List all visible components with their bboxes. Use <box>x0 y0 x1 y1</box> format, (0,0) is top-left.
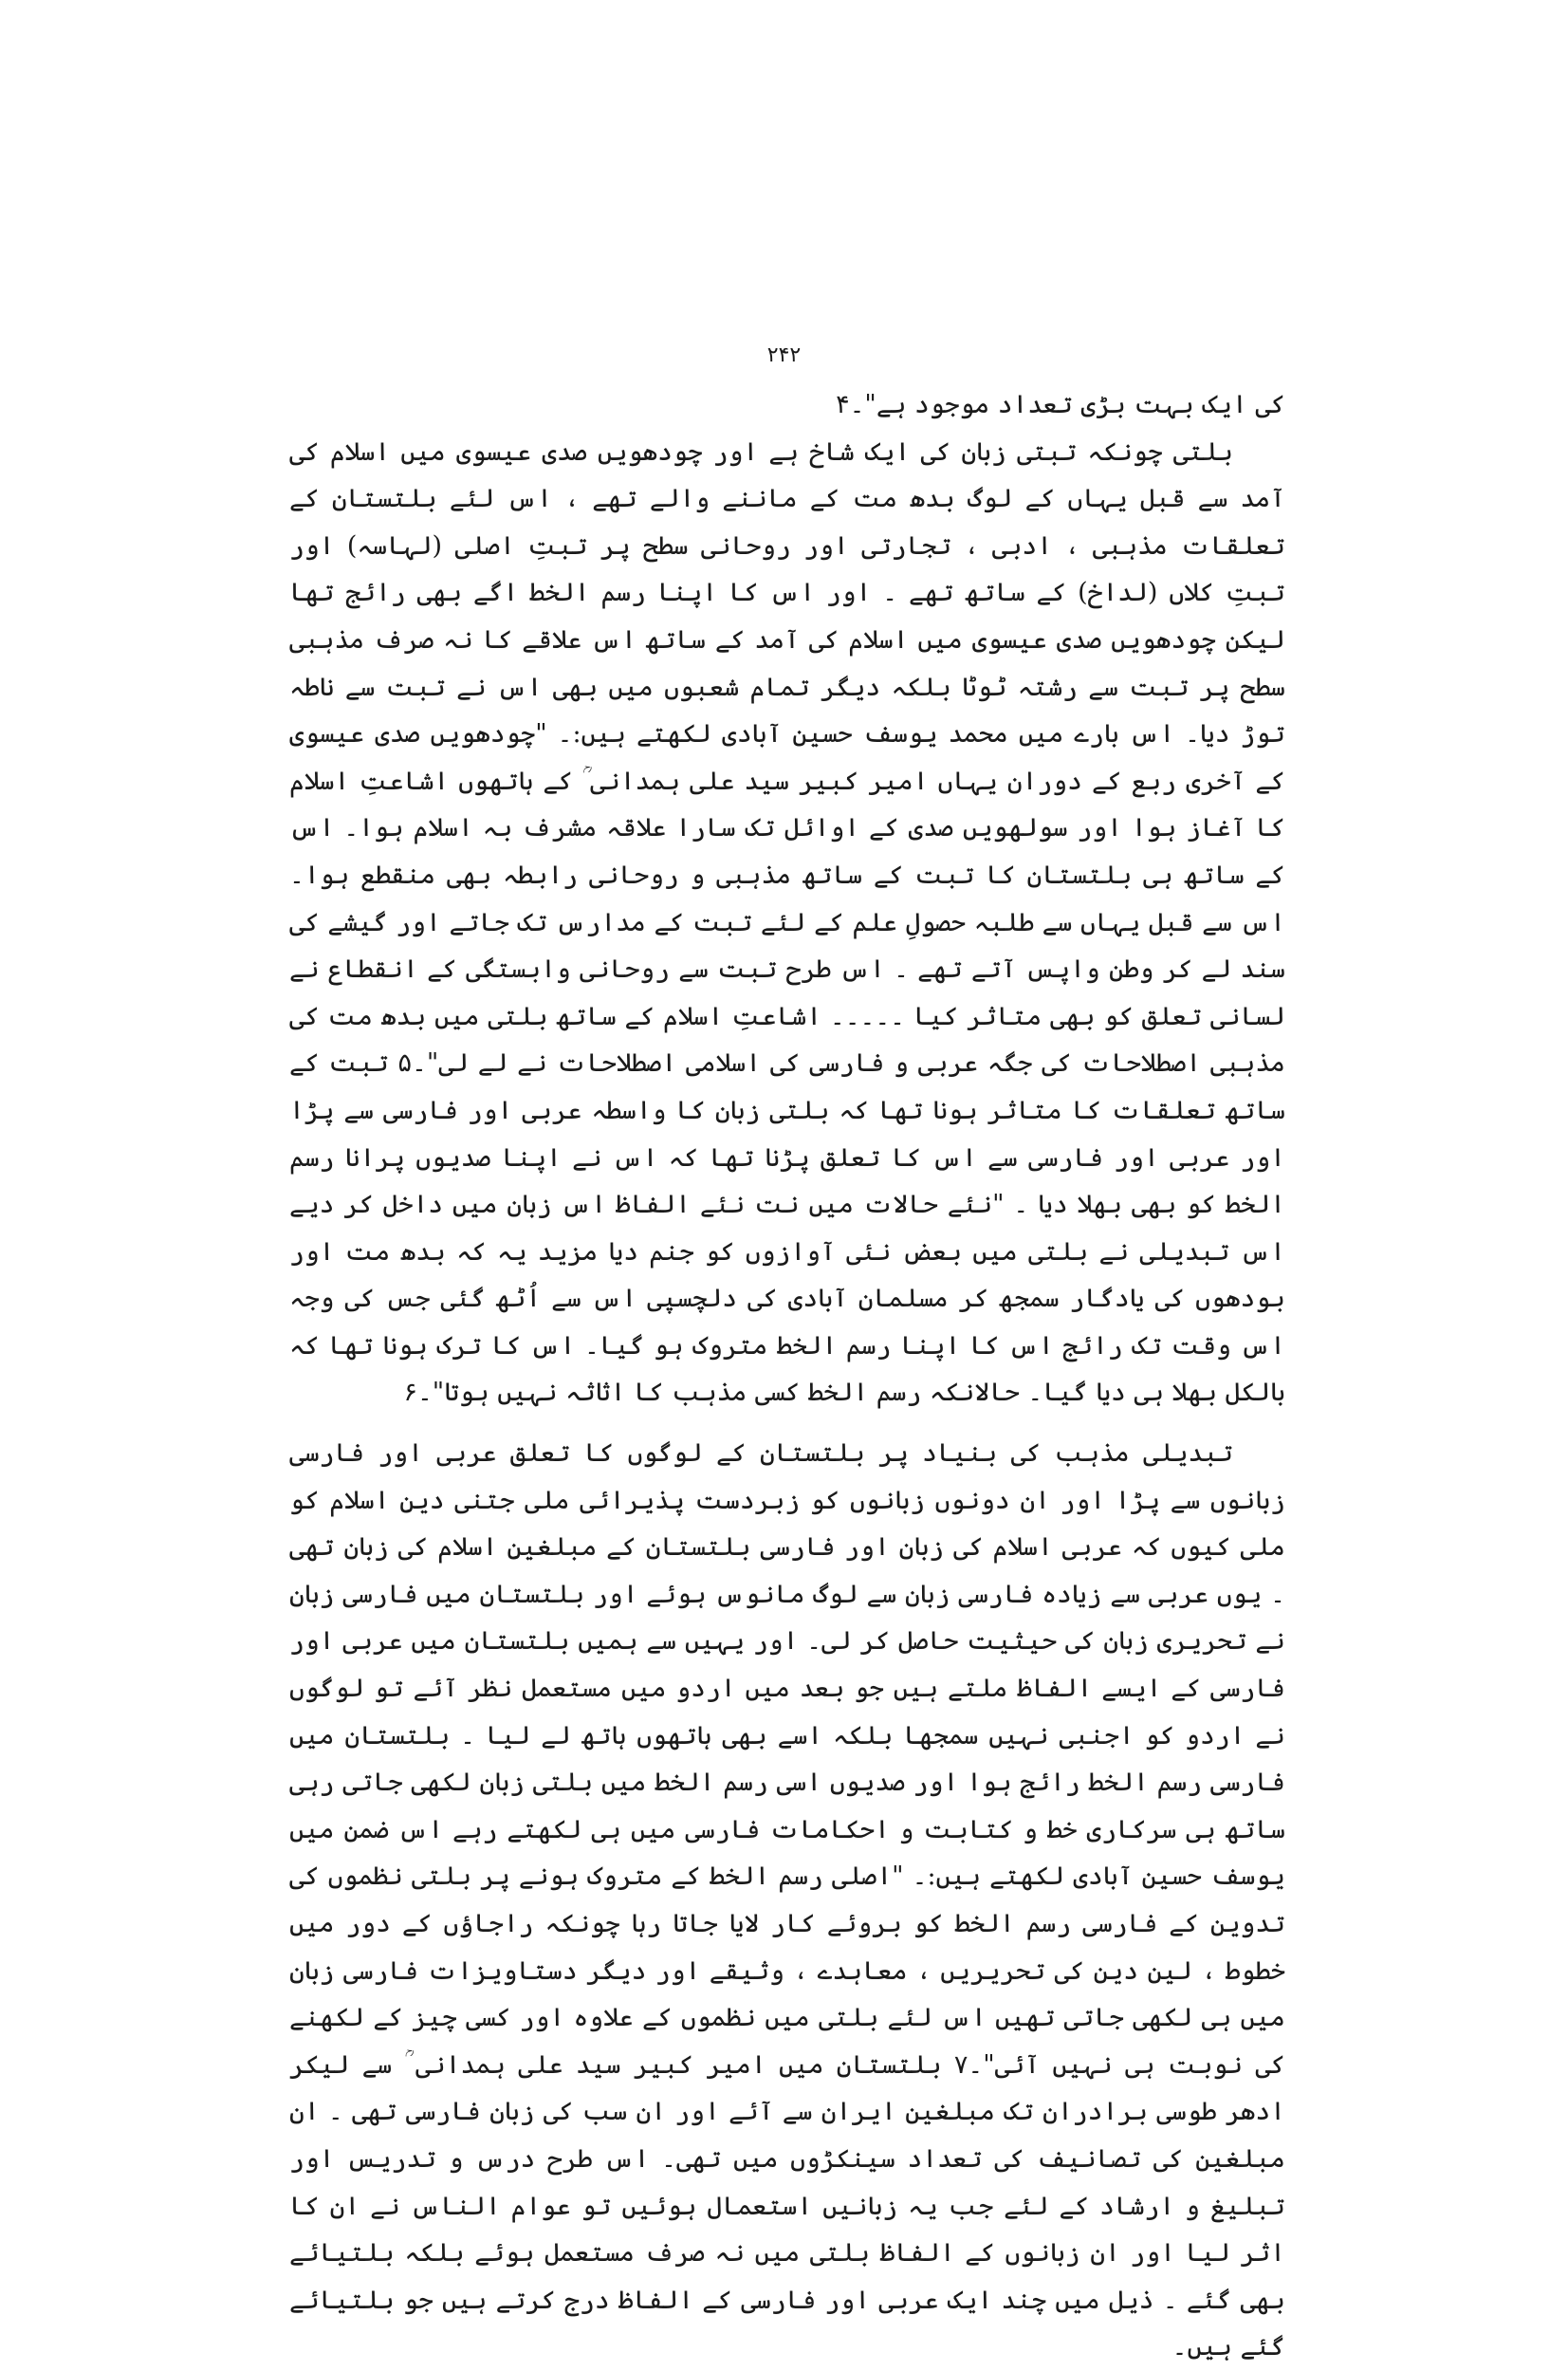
paragraph-religion-change: تبدیلی مذہب کی بنیاد پر بلتستان کے لوگوں کا تعلق عربی اور فارسی زبانوں سے پڑا اور ان دونوں زبانوں کو زبردست پذیرائی ملی جتنی دینِ اسلام کو ملی کیوں کہ عربی اسلام کی زبان اور فارسی بلتستان کے مبلغینِ اسلام کی زبان تھی ۔ یوں عربی سے زیادہ فارسی زبان سے لوگ مانوس ہوئے اور بلتستان میں فارسی زبان نے تحریری زبان کی حیثیت حاصل کر لی۔ اور یہیں سے ہمیں بلتستان میں عربی اور فارسی کے ایسے الفاظ ملتے ہیں جو بعد میں اردو میں مستعمل نظر آئے تو لوگوں نے اردو کو اجنبی نہیں سمجھا بلکہ اسے بھی ہاتھوں ہاتھ لے لیا ۔ بلتستان میں فارسی رسم الخط رائج ہوا اور صدیوں اسی رسم الخط میں بلتی زبان لکھی جاتی رہی ساتھ ہی سرکاری خط و کتابت و احکامات فارسی میں ہی لکھتے رہے اس ضمن میں یوسف حسین آبادی لکھتے ہیں:۔ "اصلی رسم الخط کے متروک ہونے پر بلتی نظموں کی تدوین کے فارسی رسم الخط کو بروئے کار لایا جاتا رہا چونکہ راجاؤں کے دور میں خطوط ، لین دین کی تحریریں ، معاہدے ، وثیقے اور دیگر دستاویزات فارسی زبان میں ہی لکھی جاتی تھیں اس لئے بلتی میں نظموں کے علاوہ اور کسی چیز کے لکھنے کی نوبت ہی نہیں آئی"۔۷ بلتستان میں امیر کبیر سید علی ہمدانی ؒ سے لیکر ادھر طوسی برادران تک مبلغین ایران سے آئے اور ان سب کی زبان فارسی تھی ۔ ان مبلغین کی تصانیف کی تعداد سینکڑوں میں تھی۔ اس طرح درس و تدریس اور تبلیغ و ارشاد کے لئے جب یہ زبانیں استعمال ہوئیں تو عوام الناس نے ان کا اثر لیا اور ان زبانوں کے الفاظ بلتی میں نہ صرف مستعمل ہوئے بلکہ بلتیائے بھی گئے ۔ ذیل میں چند ایک عربی اور فارسی کے الفاظ درج کرتے ہیں جو بلتیائے گئے ہیں۔ <box>289 1438 1285 2362</box>
document-body <box>289 381 1285 2371</box>
paragraph-continuation: کی ایک بہت بڑی تعداد موجود ہے"۔۴ <box>836 390 1285 419</box>
paragraph-spacer <box>289 1417 1285 1430</box>
paragraph-balti-history: بلتی چونکہ تبتی زبان کی ایک شاخ ہے اور چودھویں صدی عیسوی میں اسلام کی آمد سے قبل یہاں کے لوگ بدھ مت کے ماننے والے تھے ، اس لئے بلتستان کے تعلقات مذہبی ، ادبی ، تجارتی اور روحانی سطح پر تبتِ اصلی (لہاسہ) اور تبتِ کلاں (لداخ) کے ساتھ تھے ۔ اور اس کا اپنا رسم الخط اگے بھی رائج تھا لیکن چودھویں صدی عیسوی میں اسلام کی آمد کے ساتھ اس علاقے کا نہ صرف مذہبی سطح پر تبت سے رشتہ ٹوٹا بلکہ دیگر تمام شعبوں میں بھی اس نے تبت سے ناطہ توڑ دیا۔ اس بارے میں محمد یوسف حسین آبادی لکھتے ہیں:۔ "چودھویں صدی عیسوی کے آخری ربع کے دوران یہاں امیر کبیر سید علی ہمدانی ؒ کے ہاتھوں اشاعتِ اسلام کا آغاز ہوا اور سولھویں صدی کے اوائل تک سارا علاقہ مشرف بہ اسلام ہوا۔ اس کے ساتھ ہی بلتستان کا تبت کے ساتھ مذہبی و روحانی رابطہ بھی منقطع ہوا۔ اس سے قبل یہاں سے طلبہ حصولِ علم کے لئے تبت کے مدارس تک جاتے اور گیشے کی سند لے کر وطن واپس آتے تھے ۔ اس طرح تبت سے روحانی وابستگی کے انقطاع نے لسانی تعلق کو بھی متاثر کیا ۔۔۔۔۔ اشاعتِ اسلام کے ساتھ بلتی میں بدھ مت کی مذہبی اصطلاحات کی جگہ عربی و فارسی کی اسلامی اصطلاحات نے لے لی"۔۵ تبت کے ساتھ تعلقات کا متاثر ہونا تھا کہ بلتی زبان کا واسطہ عربی اور فارسی سے پڑا اور عربی اور فارسی سے اس کا تعلق پڑنا تھا کہ اس نے اپنا صدیوں پرانا رسم الخط کو بھی بھلا دیا ۔ "نئے حالات میں نت نئے الفاظ اس زبان میں داخل کر دیے اس تبدیلی نے بلتی میں بعض نئی آوازوں کو جنم دیا مزید یہ کہ بدھ مت اور بودھوں کی یادگار سمجھ کر مسلمان آبادی کی دلچسپی اس سے اُٹھ گئی جس کی وجہ اس وقت تک رائج اس کا اپنا رسم الخط متروک ہو گیا۔ اس کا ترک ہونا تھا کہ بالکل بھلا ہی دیا گیا۔ حالانکہ رسم الخط کسی مذہب کا اثاثہ نہیں ہوتا"۔۶ <box>289 436 1285 1408</box>
page-number: ۲۴۲ <box>766 343 802 367</box>
